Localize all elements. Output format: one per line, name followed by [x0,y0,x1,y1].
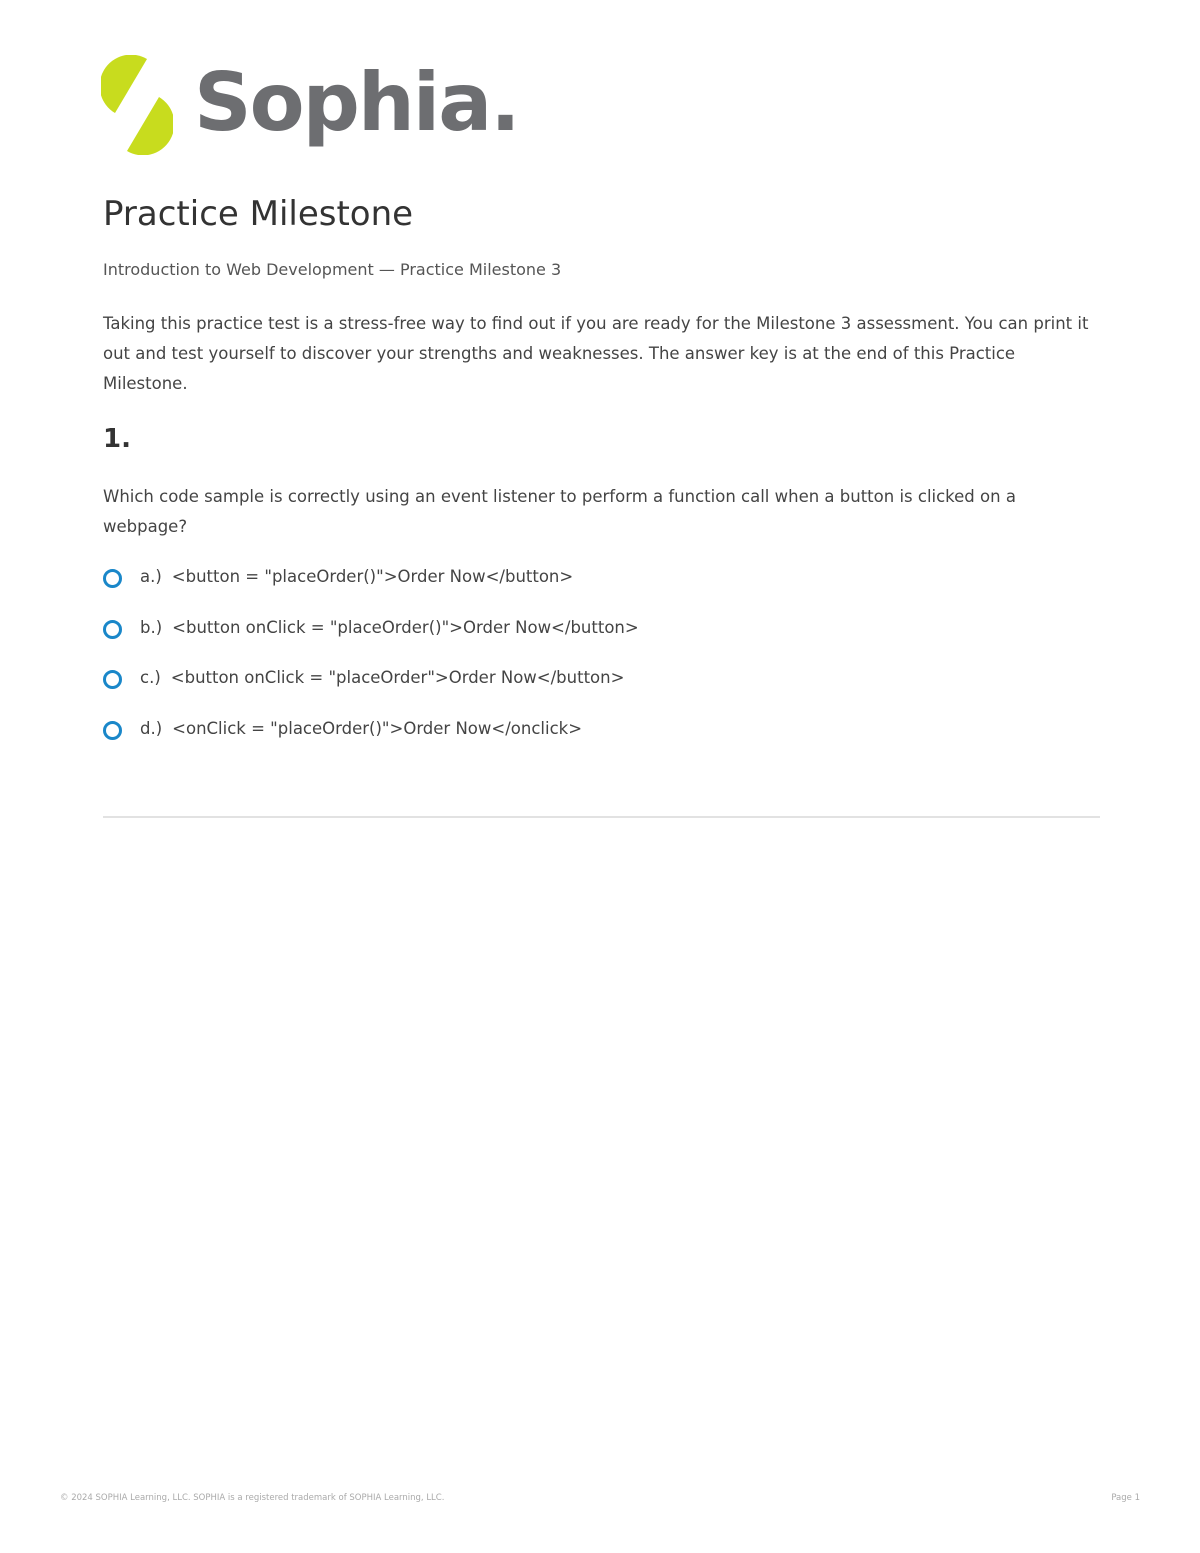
radio-button-icon[interactable] [103,721,122,740]
sophia-logo [101,55,519,155]
radio-button-icon[interactable] [103,620,122,639]
intro-paragraph: Taking this practice test is a stress-free way to find out if you are ready for the Milestone 3 assessment. You can print it out and test yourself to discover your strengths and weaknesses. The answer key is at the end of this Practice Milestone. [103,314,1089,393]
option-letter: b.) [140,617,163,637]
section-divider [103,816,1100,818]
option-letter: a.) [140,567,162,586]
sophia-logo-icon [101,55,173,155]
course-subtitle: Introduction to Web Development — Practice Milestone 3 [103,260,562,279]
radio-button-icon[interactable] [103,569,122,588]
answer-option-d[interactable] [103,715,639,766]
option-text: <onClick = "placeOrder()">Order Now</onclick> [172,718,583,738]
question-number: 1. [103,424,131,454]
answer-option-b[interactable] [103,614,639,665]
radio-button-icon[interactable] [103,670,122,689]
answer-option-a[interactable] [103,563,639,614]
option-letter: d.) [140,718,163,738]
footer-page-number: Page 1 [1111,1493,1140,1503]
option-letter: c.) [140,668,161,687]
page-title: Practice Milestone [103,194,414,234]
option-text: <button = "placeOrder()">Order Now</button> [171,567,574,586]
answer-options [103,563,639,765]
question-text: Which code sample is correctly using an event listener to perform a function call when a button is clicked on a webpage? [103,487,1016,536]
option-text: <button onClick = "placeOrder">Order Now</button> [170,668,625,687]
answer-option-c[interactable] [103,664,639,715]
option-text: <button onClick = "placeOrder()">Order Now</button> [172,617,639,637]
footer-copyright: © 2024 SOPHIA Learning, LLC. SOPHIA is a registered trademark of SOPHIA Learning, LLC. [60,1493,445,1503]
sophia-wordmark: Sophia. [194,56,519,149]
